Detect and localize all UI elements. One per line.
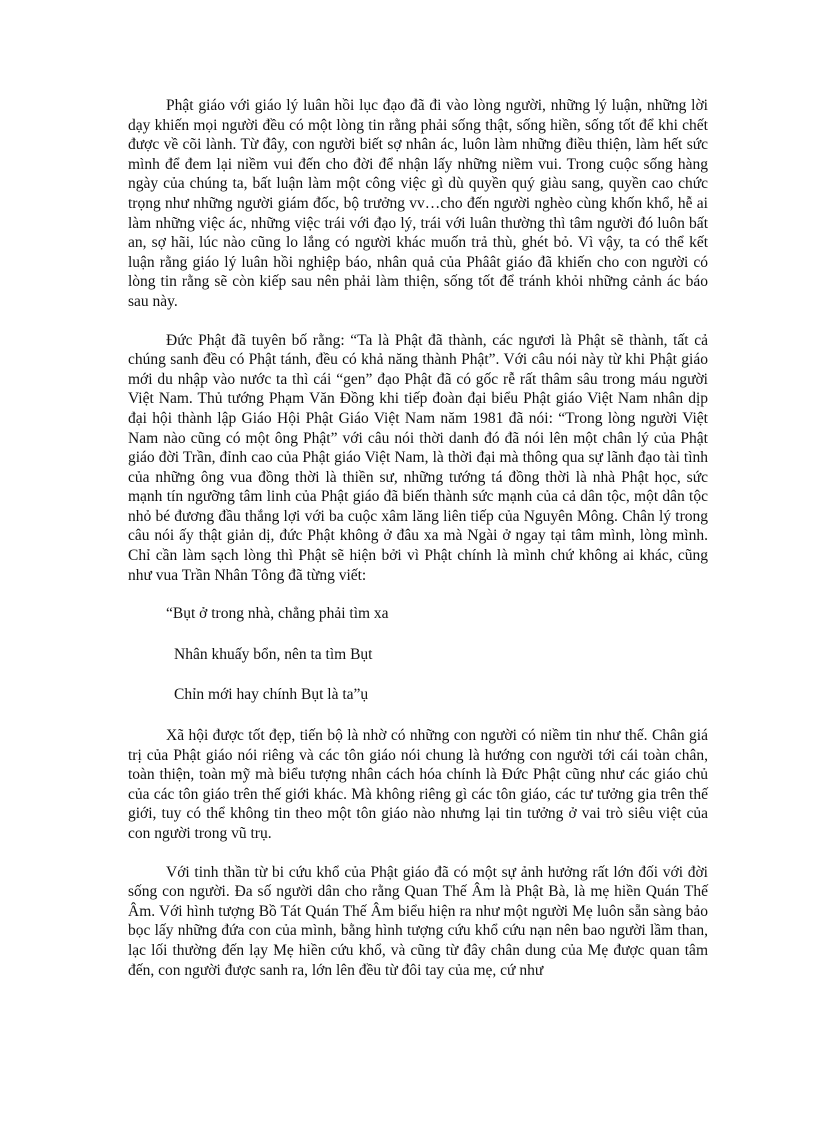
- paragraph-karma: Phật giáo với giáo lý luân hồi lục đạo đã đi vào lòng người, những lý luận, những lời dạy khiến mọi người đều có một lòng tin rằng phải sống thật, sống hiền, sống tốt để khi chết được về cõi lành. Từ đây, con người biết sợ nhân ác, luôn làm những điều thiện, làm hết sức mình để đem lại niềm vui đến cho đời để nhận lấy những niềm vui. Trong cuộc sống hàng ngày của chúng ta, bất luận làm một công việc gì dù quyền quý giàu sang, quyền cao chức trọng như những người giám đốc, bộ trưởng vv…cho đến người nghèo cùng khốn khổ, hễ ai làm những việc ác, những việc trái với đạo lý, trái với luân thường thì tâm người đó luôn bất an, sợ hãi, lúc nào cũng lo lắng có người khác muốn trả thù, ghét bỏ. Vì vậy, ta có thể kết luận rằng giáo lý luân hồi nghiệp báo, nhân quả của Phâât giáo đã khiến cho con người có lòng tin rằng sẽ còn kiếp sau nên phải làm thiện, sống tốt để tránh khỏi những cảnh ác báo sau này.: [128, 97, 708, 310]
- verse-line-1: “Bụt ở trong nhà, chẳng phải tìm xa: [166, 605, 389, 623]
- verse-line-3: Chỉn mới hay chính Bụt là ta”ụ: [174, 686, 369, 704]
- paragraph-buddha-nature: Đức Phật đã tuyên bố rằng: “Ta là Phật đã thành, các ngươi là Phật sẽ thành, tất cả chúng sanh đều có Phật tánh, đều có khả năng thành Phật”. Với câu nói này từ khi Phật giáo mới du nhập vào nước ta thì cái “gen” đạo Phật đã có gốc rễ rất thâm sâu trong máu người Việt Nam. Thủ tướng Phạm Văn Đồng khi tiếp đoàn đại biểu Phật giáo Việt Nam nhân dịp đại hội thành lập Giáo Hội Phật Giáo Việt Nam năm 1981 đã nói: “Trong lòng người Việt Nam nào cũng có một ông Phật” với câu nói thời danh đó đã nói lên một chân lý của Phật giáo đời Trần, đỉnh cao của Phật giáo Việt Nam, là thời đại mà thông qua sự lãnh đạo tài tình của những ông vua đồng thời là thiền sư, những tướng tá đồng thời là nhà Phật học, sức mạnh tín ngưỡng tâm linh của Phật giáo đã biến thành sức mạnh của cả dân tộc, một dân tộc nhỏ bé đương đầu thắng lợi với ba cuộc xâm lăng liên tiếp của Nguyên Mông. Chân lý trong câu nói ấy thật giản dị, đức Phật không ở đâu xa mà Ngài ở ngay tại tâm mình, lòng mình. Chỉ cần làm sạch lòng thì Phật sẽ hiện bởi vì Phật chính là mình chứ không ai khác, cũng như vua Trần Nhân Tông đã từng viết:: [128, 331, 708, 584]
- document-page: [128, 96, 708, 999]
- paragraph-society: Xã hội được tốt đẹp, tiến bộ là nhờ có những con người có niềm tin như thế. Chân giá trị của Phật giáo nói riêng và các tôn giáo nói chung là hướng con người tới cái toàn chân, toàn thiện, toàn mỹ mà biểu tượng nhân cách hóa chính là Đức Phật cũng như các giáo chủ của các tôn giáo trên thế giới khác. Mà không riêng gì các tôn giáo, các tư tưởng gia trên thế giới, tuy có thể không tin theo một tôn giáo nào nhưng lại tin tưởng ở vai trò siêu việt của con người trong vũ trụ.: [128, 727, 708, 842]
- paragraph-compassion: Với tinh thần từ bi cứu khổ của Phật giáo đã có một sự ảnh hưởng rất lớn đối với đời sống con người. Đa số người dân cho rằng Quan Thế Âm là Phật Bà, là mẹ hiền Quán Thế Âm. Với hình tượng Bồ Tát Quán Thế Âm biểu hiện ra như một người Mẹ luôn sẵn sàng bảo bọc lấy những đứa con của mình, bằng hình tượng cứu khổ cứu nạn nên bao người lầm than, lạc lối thường đến lạy Mẹ hiền cứu khổ, và cũng từ đây chân dung của Mẹ được quan tâm đến, con người được sanh ra, lớn lên đều từ đôi tay của mẹ, cứ như: [128, 863, 708, 979]
- verse-line-2: Nhân khuấy bổn, nên ta tìm Bụt: [174, 645, 373, 663]
